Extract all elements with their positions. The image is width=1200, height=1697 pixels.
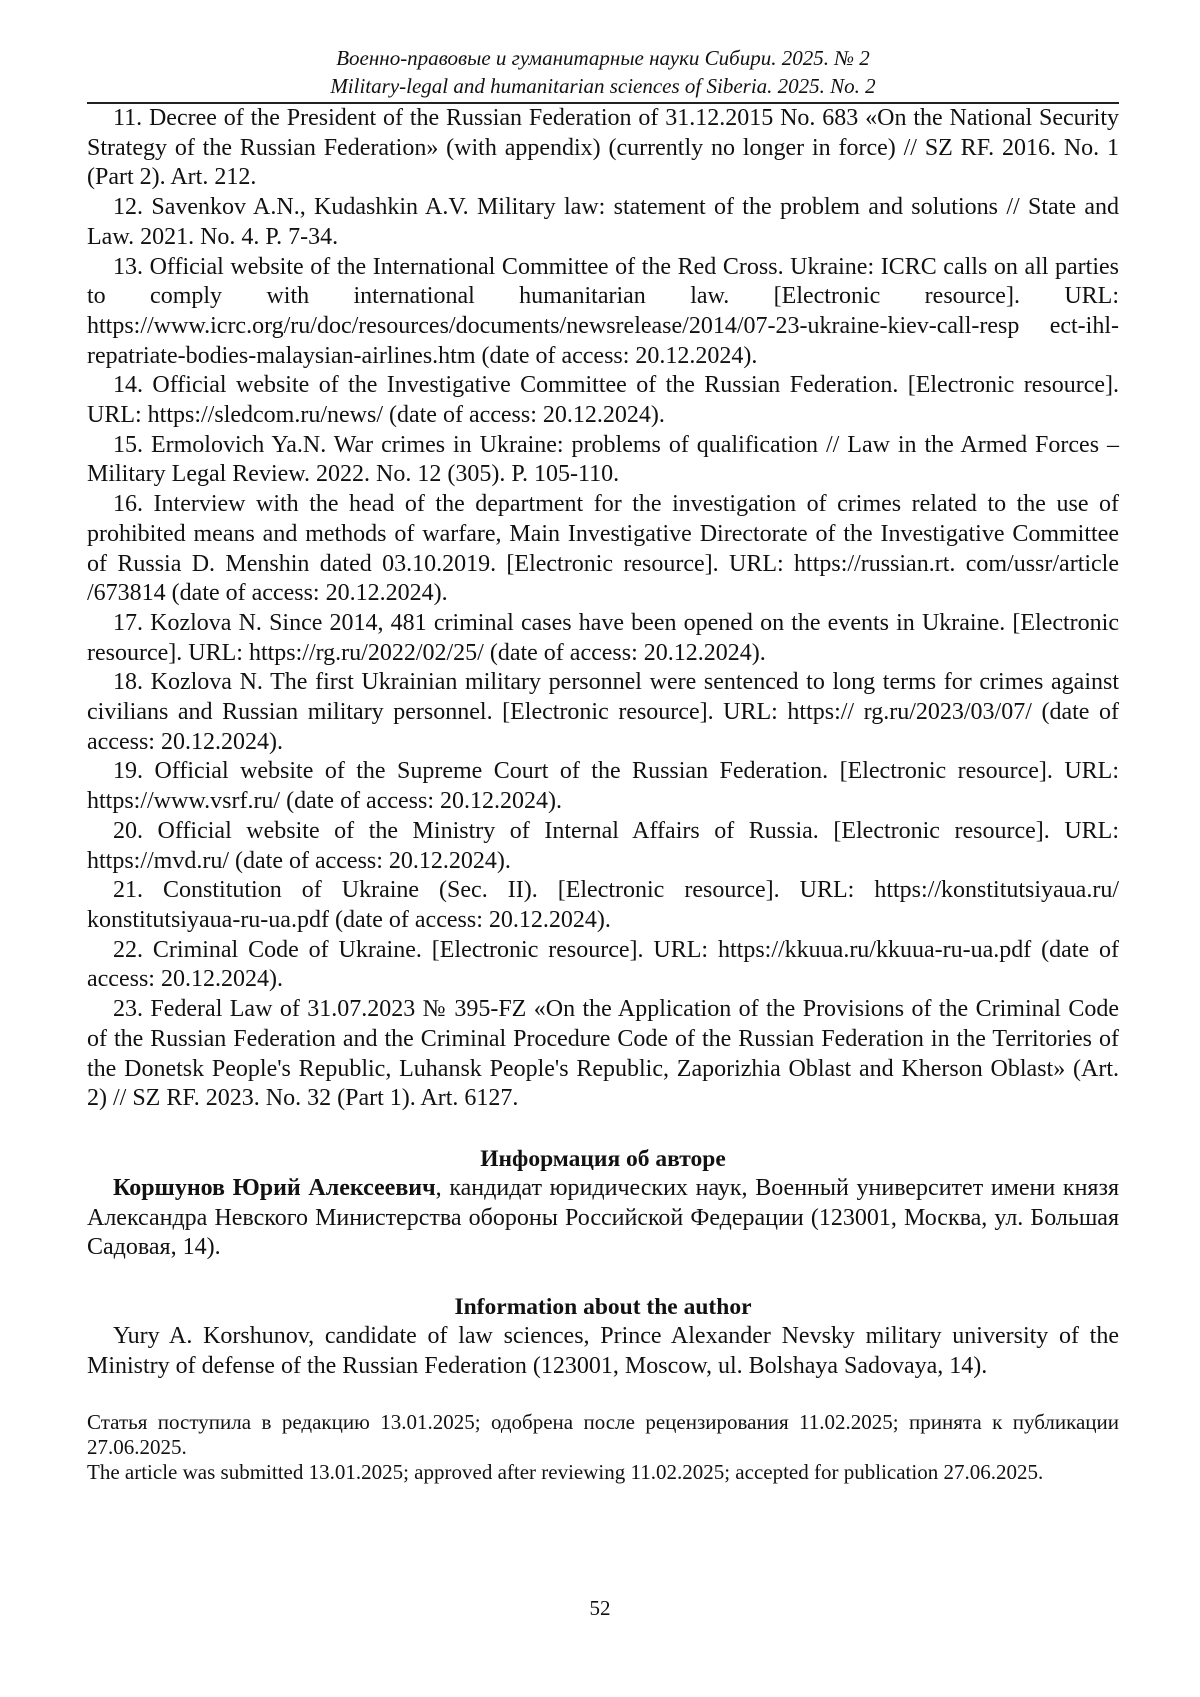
reference-item: 20. Official website of the Ministry of Internal Affairs of Russia. [Electronic resource]. URL: https://mvd.ru/ (date of access: 20.12.2024). bbox=[87, 817, 1119, 874]
reference-item: 17. Kozlova N. Since 2014, 481 criminal cases have been opened on the events in Ukraine. [Electronic resource]. URL: https://rg.ru/2022/02/25/ (date of access: 20.12.2024). bbox=[87, 609, 1119, 666]
reference-item: 11. Decree of the President of the Russian Federation of 31.12.2015 No. 683 «On the National Security Strategy of the Russian Federation» (with appendix) (currently no longer in force) // SZ RF. 2016. No. 1 (Part 2). Art. 212. bbox=[87, 105, 1119, 191]
reference-item: 22. Criminal Code of Ukraine. [Electronic resource]. URL: https://kkuua.ru/kkuua-ru-ua.pdf (date of access: 20.12.2024). bbox=[87, 936, 1119, 993]
journal-header bbox=[87, 44, 1119, 100]
reference-item: 18. Kozlova N. The first Ukrainian military personnel were sentenced to long terms for crimes against civilians and Russian military personnel. [Electronic resource]. URL: https:// rg.ru/2023/03/07/ (date of access: 20.12.2024). bbox=[87, 669, 1119, 755]
reference-item: 23. Federal Law of 31.07.2023 № 395-FZ «On the Application of the Provisions of the Criminal Code of the Russian Federation and the Criminal Procedure Code of the Russian Federation in the Territories of the Donetsk People's Republic, Luhansk People's Republic, Zaporizhia Oblast and Kherson Oblast» (Art. 2) // SZ RF. 2023. No. 32 (Part 1). Art. 6127. bbox=[87, 996, 1119, 1112]
references-list bbox=[87, 104, 1119, 1114]
author-details-ru: , кандидат юридических наук, Военный университет имени князя Александра Невского Министерства обороны Российской Федерации (123001, Москва, ул. Большая Садовая, 14). bbox=[87, 1174, 1119, 1261]
page bbox=[87, 44, 1119, 1485]
reference-item: 19. Official website of the Supreme Court of the Russian Federation. [Electronic resource]. URL: https://www.vsrf.ru/ (date of access: 20.12.2024). bbox=[87, 758, 1119, 815]
author-name-ru: Коршунов Юрий Алексеевич bbox=[113, 1174, 436, 1201]
reference-item: 13. Official website of the International Committee of the Red Cross. Ukraine: ICRC calls on all parties to comply with international humanitarian law. [Electronic resource]. URL: https://www.icrc.org/ru/doc/resources/documents/newsrelease/2014/07-23-ukraine-kiev-call-resp ect-ihl-repatriate-bodies-malaysian-airlines.htm (date of access: 20.12.2024). bbox=[87, 253, 1119, 369]
reference-item: 14. Official website of the Investigative Committee of the Russian Federation. [Electronic resource]. URL: https://sledcom.ru/news/ (date of access: 20.12.2024). bbox=[87, 372, 1119, 429]
author-info-heading-ru: Информация об авторе bbox=[480, 1145, 726, 1172]
page-number: 52 bbox=[589, 1596, 611, 1620]
journal-title-ru: Военно-правовые и гуманитарные науки Сибири. 2025. № 2 bbox=[336, 46, 870, 70]
author-info-en: Yury A. Korshunov, candidate of law sciences, Prince Alexander Nevsky military university of the Ministry of defense of the Russian Federation (123001, Moscow, ul. Bolshaya Sadovaya, 14). bbox=[87, 1323, 1119, 1379]
reference-item: 12. Savenkov A.N., Kudashkin A.V. Military law: statement of the problem and solutions // State and Law. 2021. No. 4. P. 7-34. bbox=[87, 194, 1119, 250]
article-dates-en: The article was submitted 13.01.2025; approved after reviewing 11.02.2025; accepted for publication 27.06.2025. bbox=[87, 1460, 1044, 1485]
journal-title-en: Military-legal and humanitarian sciences of Siberia. 2025. No. 2 bbox=[330, 74, 876, 98]
author-info-heading-en: Information about the author bbox=[454, 1294, 752, 1321]
article-dates-ru: Статья поступила в редакцию 13.01.2025; одобрена после рецензирования 11.02.2025; принята к публикации 27.06.2025. bbox=[87, 1410, 1119, 1460]
reference-item: 21. Constitution of Ukraine (Sec. II). [Electronic resource]. URL: https://konstitutsiyaua.ru/ konstitutsiyaua-ru-ua.pdf (date of access: 20.12.2024). bbox=[87, 877, 1119, 933]
author-info-ru bbox=[87, 1174, 1119, 1263]
reference-item: 16. Interview with the head of the department for the investigation of crimes related to the use of prohibited means and methods of warfare, Main Investigative Directorate of the Investigative Committee of Russia D. Menshin dated 03.10.2019. [Electronic resource]. URL: https://russian.rt. com/ussr/article /673814 (date of access: 20.12.2024). bbox=[87, 491, 1119, 607]
reference-item: 15. Ermolovich Ya.N. War crimes in Ukraine: problems of qualification // Law in the Armed Forces – Military Legal Review. 2022. No. 12 (305). P. 105-110. bbox=[87, 431, 1119, 488]
